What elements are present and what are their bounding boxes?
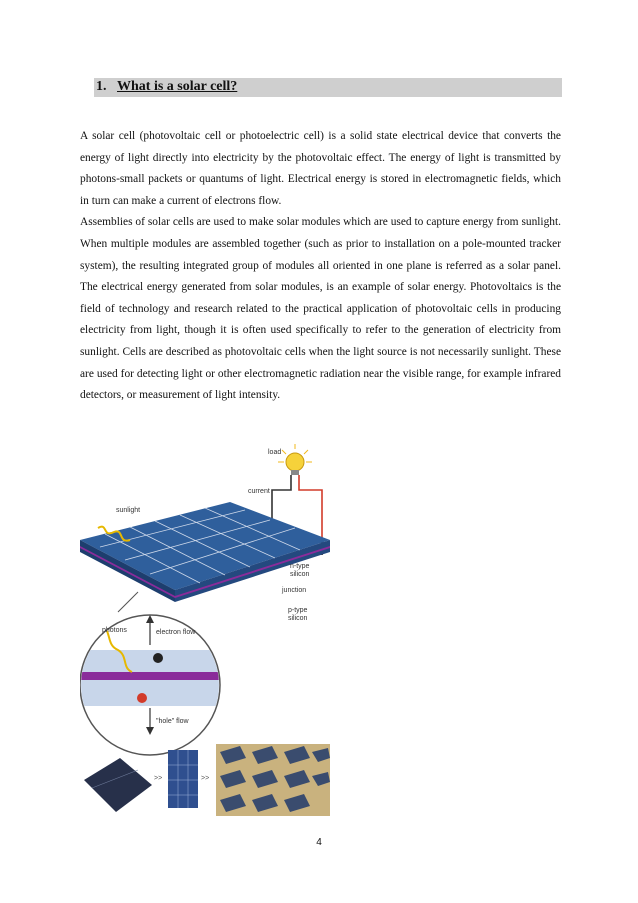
electron-icon <box>153 653 163 663</box>
arrow-label-1: >> <box>154 775 163 782</box>
label-p-type: p-type <box>288 607 308 614</box>
label-current: current <box>248 488 270 495</box>
label-n-type-silicon: silicon <box>290 571 310 578</box>
label-sunlight: sunlight <box>116 507 141 514</box>
section-title: What is a solar cell? <box>117 79 238 94</box>
label-junction: junction <box>282 587 307 594</box>
bulb-icon <box>278 444 312 475</box>
solar-module-photo <box>168 750 198 808</box>
label-electron-flow: electron flow <box>156 629 196 636</box>
body-text <box>80 126 561 407</box>
paragraph-1: A solar cell (photovoltaic cell or photoelectric cell) is a solid state electrical device that converts the energy of light directly into electricity by the photovoltaic effect. The energy of light is transmitted by photons-small packets or quantums of light. Electrical energy is stored in electromagnetic fields, which in turn can make a current of electrons flow. <box>80 130 561 207</box>
label-load: load <box>268 449 282 456</box>
solar-cell-diagram <box>80 440 340 820</box>
label-p-type-silicon: silicon <box>288 615 308 622</box>
label-photons: photons <box>102 627 127 634</box>
label-hole-flow: "hole" flow <box>156 718 189 725</box>
cell-module-array-strip <box>84 744 330 816</box>
solar-cell-photo <box>84 758 152 812</box>
paragraph-2: Assemblies of solar cells are used to make solar modules which are used to capture energy from sunlight. When multiple modules are assembled together (such as prior to installation on a pole-mounted tracker system), the resulting integrated group of modules all oriented in one plane is referred as a solar panel. The electrical energy generated from solar modules, is an example of solar energy. Photovoltaics is the field of technology and research related to the practical application of photovoltaic cells in producing electricity from light, though it is often used specifically to refer to the generation of electricity from sunlight. Cells are described as photovoltaic cells when the light source is not necessarily sunlight. These are used for detecting light or other electromagnetic radiation near the visible range, for example infrared detectors, or measurement of light intensity. <box>80 216 561 402</box>
arrow-label-2: >> <box>201 775 210 782</box>
page-number: 4 <box>316 837 322 848</box>
solar-cell-figure <box>80 440 340 820</box>
section-number: 1. <box>96 79 107 94</box>
label-n-type: n-type <box>290 563 310 570</box>
magnified-view <box>80 592 220 755</box>
hole-icon <box>137 693 147 703</box>
